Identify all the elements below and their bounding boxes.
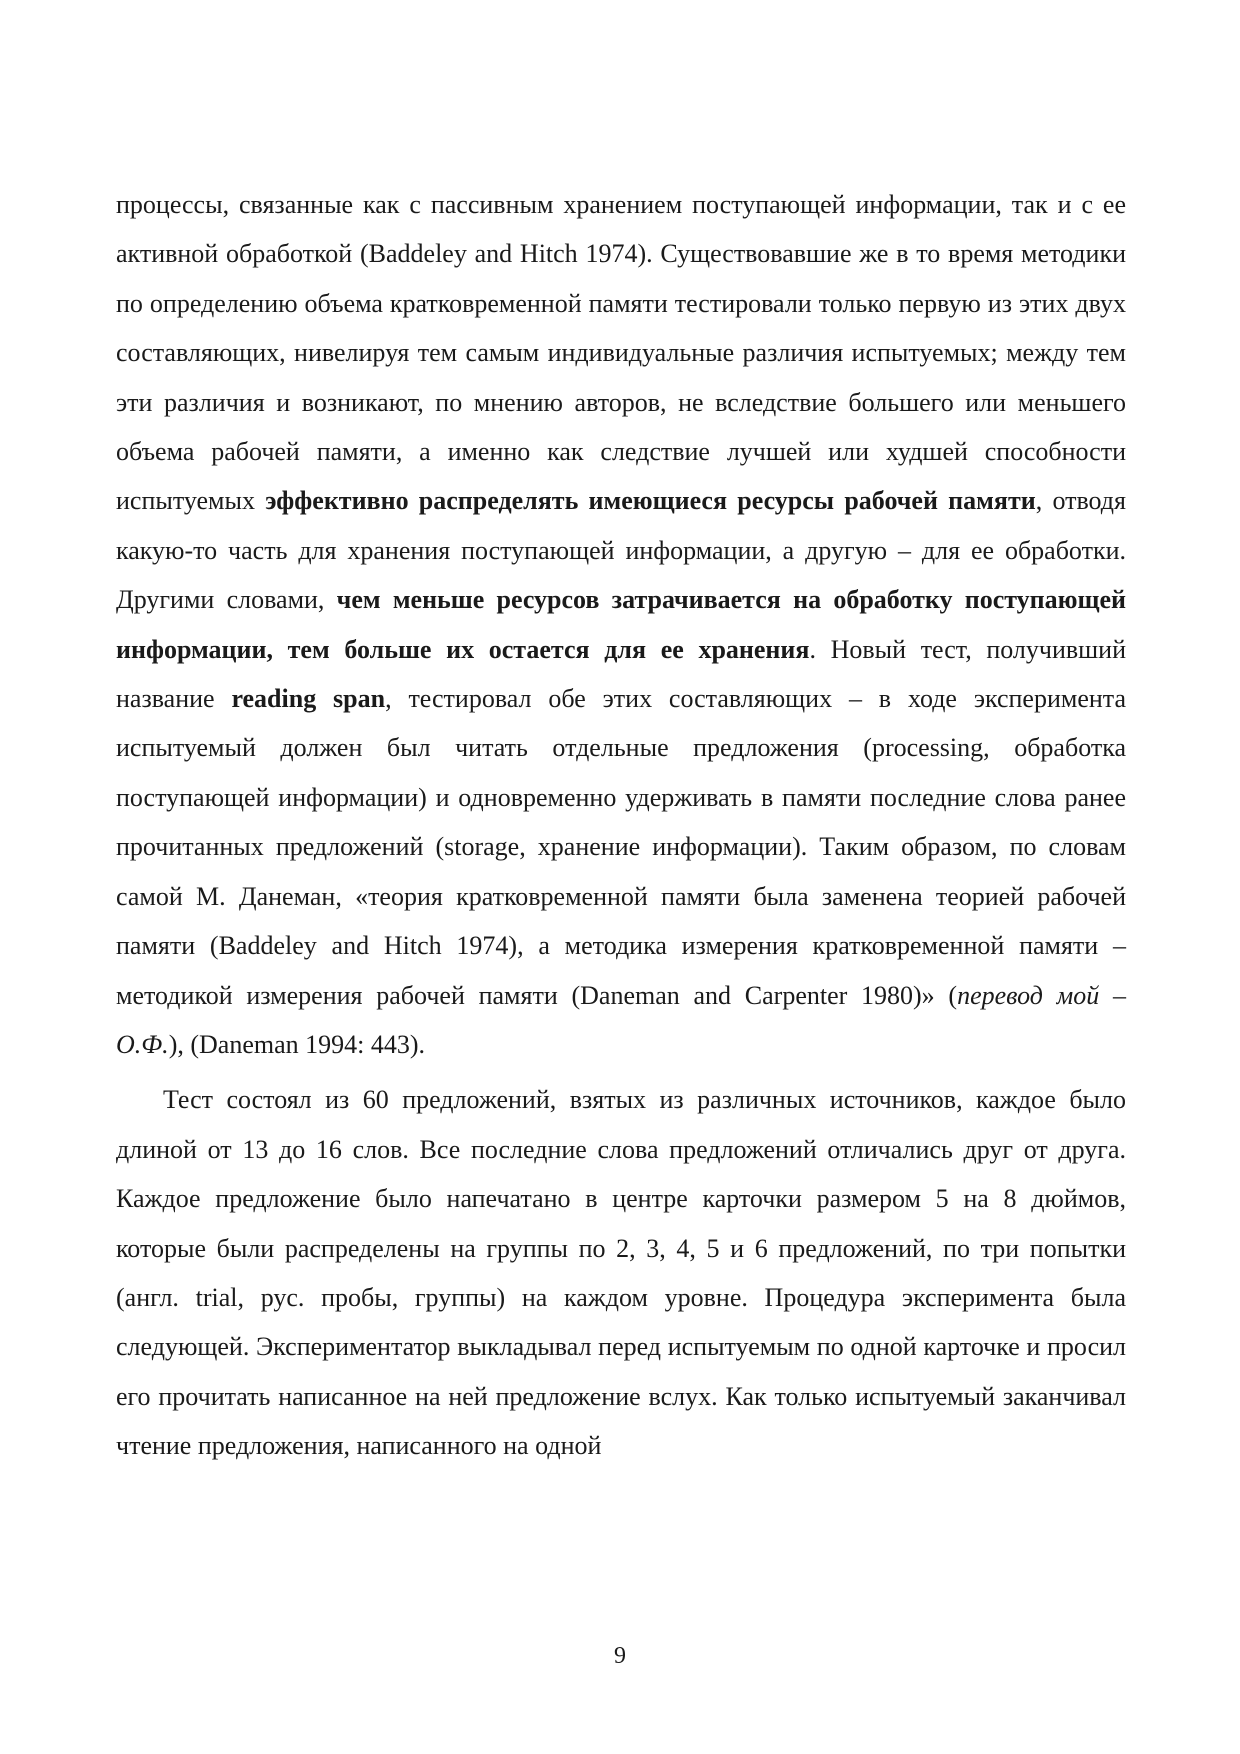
paragraph-1-text-3: . Новый тест, получивший название [116, 634, 1127, 714]
page-number: 9 [614, 1643, 626, 1669]
bold-phrase-1: эффективно распределять имеющиеся ресурсы рабочей памяти [265, 486, 1036, 516]
italic-translator-note: перевод мой – О.Ф. [116, 980, 1126, 1059]
bold-term-reading-span: reading span [231, 684, 386, 714]
bold-phrase-2: чем меньше ресурсов затрачивается на обработку поступающей информации, тем больше их остается для ее хранения [116, 585, 1126, 664]
paragraph-2: Тест состоял из 60 предложений, взятых из различных источников, каждое было длиной от 13 до 16 слов. Все последние слова предложений отличались друг от друга. Каждое предложение было напечатано в центре карточки размером 5 на 8 дюймов, которые были распределены на группы по 2, 3, 4, 5 и 6 предложений, по три попытки (англ. trial, рус. пробы, группы) на каждом уровне. Процедура эксперимента была следующей. Экспериментатор выкладывал перед испытуемым по одной карточке и просил его прочитать написанное на ней предложение вслух. Как только испытуемый заканчивал чтение предложения, написанного на одной [116, 1085, 1126, 1461]
paragraph-1 [116, 180, 1126, 1069]
paragraph-1-text-1: процессы, связанные как с пассивным хранением поступающей информации, так и с ее активной обработкой (Baddeley and Hitch 1974). Существовавшие же в то время методики по определению объема кратковременной памяти тестировали только первую из этих двух составляющих, нивелируя тем самым индивидуальные различия испытуемых; между тем эти различия и возникают, по мнению авторов, не вследствие большего или меньшего объема рабочей памяти, а именно как следствие лучшей или худшей способности испытуемых [116, 190, 1126, 516]
paragraph-1-text-4: , тестировал обе этих составляющих – в ходе эксперимента испытуемый должен был читать отдельные предложения (processing, обработка поступающей информации) и одновременно удерживать в памяти последние слова ранее прочитанных предложений (storage, хранение информации). Таким образом, по словам самой М. Данеман, «теория кратковременной памяти была заменена теорией рабочей памяти (Baddeley and Hitch 1974), а методика измерения кратковременной памяти – методикой измерения рабочей памяти (Daneman and Carpenter 1980)» ( [116, 684, 1127, 1010]
page-body [116, 180, 1126, 1471]
paragraph-1-text-5: ), (Daneman 1994: 443). [168, 1029, 426, 1059]
paragraph-1-text-2: , отводя какую-то часть для хранения поступающей информации, а другую – для ее обработки. Другими словами, [116, 486, 1126, 615]
